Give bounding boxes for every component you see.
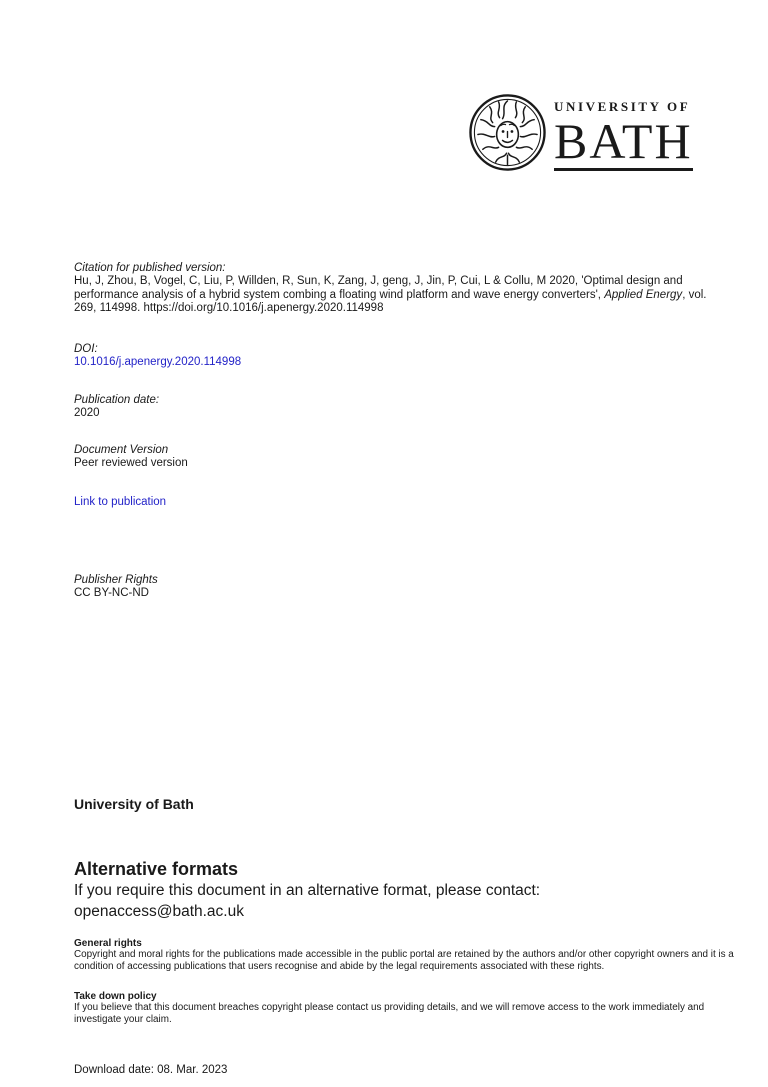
download-date: Download date: 08. Mar. 2023 (74, 1064, 228, 1076)
doi-label: DOI: (74, 343, 98, 355)
take-down-policy-body: If you believe that this document breaches copyright please contact us providing details, and we will remove access to the work immediately and investigate your claim. (74, 1002, 705, 1025)
bath-gorgon-emblem-icon (468, 93, 547, 172)
publisher-rights-value: CC BY-NC-ND (74, 587, 149, 600)
document-version-label: Document Version (74, 444, 169, 456)
publisher-rights-label: Publisher Rights (74, 574, 158, 586)
alternative-formats-section (74, 859, 540, 922)
logo-wordmark (554, 93, 693, 171)
doi-section (74, 343, 241, 370)
doi-link[interactable]: 10.1016/j.apenergy.2020.114998 (74, 356, 242, 369)
logo-bath-text: BATH (554, 113, 693, 169)
citation-journal-name: Applied Energy (604, 288, 683, 301)
citation-text (74, 275, 716, 315)
citation-text-after: , vol. 269, 114998. https://doi.org/10.1016/j.apenergy.2020.114998 (74, 288, 707, 315)
general-rights-section (74, 938, 740, 972)
citation-label: Citation for published version: (74, 262, 226, 274)
general-rights-heading: General rights (74, 938, 142, 949)
publisher-rights-section (74, 574, 158, 601)
alternative-formats-heading: Alternative formats (74, 859, 239, 879)
link-to-publication[interactable]: Link to publication (74, 496, 167, 508)
publication-date-label: Publication date: (74, 394, 160, 406)
university-of-bath-logo (468, 93, 693, 172)
publication-date-value: 2020 (74, 407, 100, 420)
general-rights-body: Copyright and moral rights for the publications made accessible in the public portal are retained by the authors and/or other copyright owners and it is a condition of accessing publications that users recognise and abide by the legal requirements associated with these rights. (74, 949, 734, 972)
citation-section (74, 262, 716, 316)
alternative-formats-line1: If you require this document in an alternative format, please contact: (74, 882, 541, 899)
logo-university-of-text: UNIVERSITY OF (554, 99, 691, 114)
take-down-policy-section (74, 991, 740, 1025)
citation-text-before: Hu, J, Zhou, B, Vogel, C, Liu, P, Willden, R, Sun, K, Zang, J, geng, J, Jin, P, Cui, L & Collu, M 2020, 'Optimal design and performance analysis of a hybrid system combing a floating wind platform and wave energy converters', (74, 275, 683, 301)
publication-date-section (74, 394, 159, 421)
document-version-section (74, 444, 188, 471)
document-version-value: Peer reviewed version (74, 457, 188, 470)
university-name-heading: University of Bath (74, 796, 194, 812)
take-down-policy-heading: Take down policy (74, 991, 157, 1002)
alternative-formats-email: openaccess@bath.ac.uk (74, 903, 244, 920)
